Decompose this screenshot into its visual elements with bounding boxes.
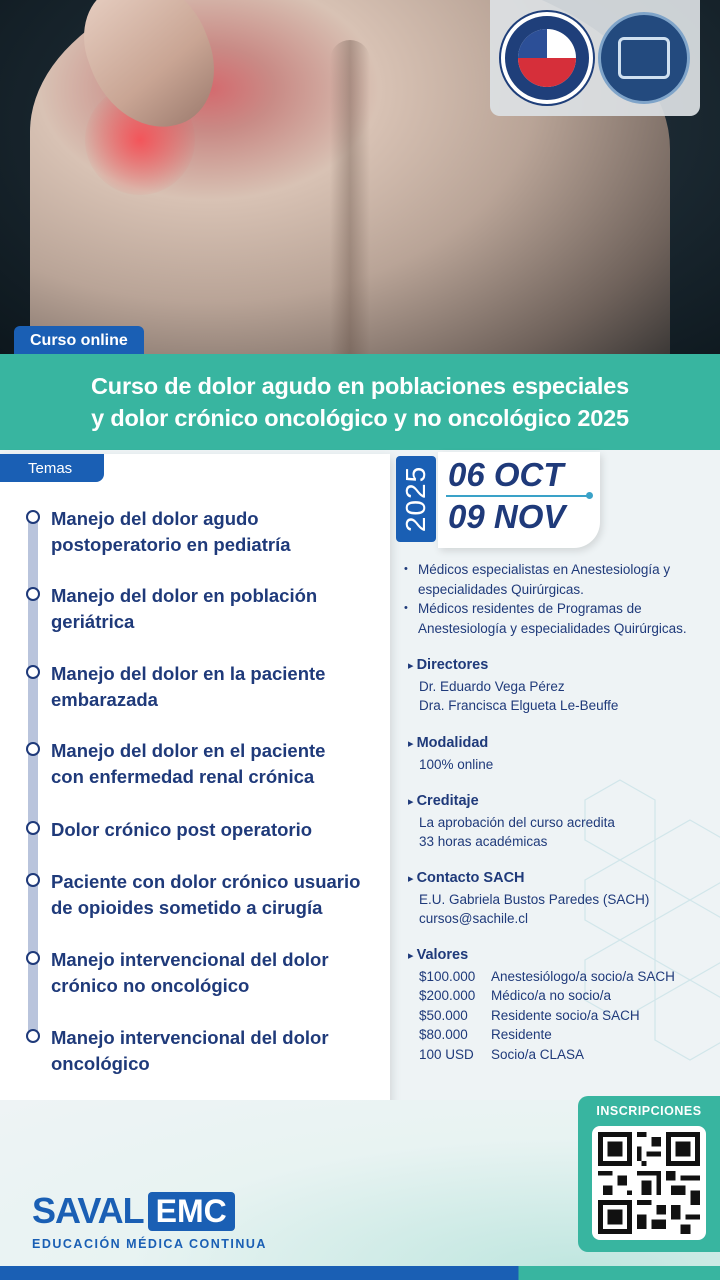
bottom-color-bar: [0, 1266, 720, 1280]
price-row: $50.000 Residente socio/a SACH: [419, 1007, 640, 1023]
audience-item: • Médicos residentes de Programas de Anestesiología y especialidades Quirúrgicas.: [404, 599, 714, 638]
modality-block: ▸ Modalidad 100% online: [408, 734, 714, 774]
price-row: $200.000 Médico/a no socio/a: [419, 988, 612, 1003]
registration-label: INSCRIPCIONES: [596, 1104, 702, 1118]
directors-block: ▸ Directores Dr. Eduardo Vega Pérez Dra. Francisca Elgueta Le-Beuffe: [408, 656, 714, 716]
price-row: 100 USD Socio/a CLASA: [419, 1046, 585, 1062]
topic-item: Dolor crónico post operatorio: [26, 817, 386, 843]
bullet-icon: [26, 742, 40, 756]
date-start: 06 OCT: [448, 456, 564, 493]
contact-email[interactable]: cursos@sachile.cl: [419, 911, 528, 926]
bullet-icon: [26, 587, 40, 601]
bullet-icon: [26, 1029, 40, 1043]
committee-logo: [598, 12, 690, 104]
bullet-icon: [26, 665, 40, 679]
topic-item: Paciente con dolor crónico usuario de opioides sometido a cirugía: [26, 869, 386, 921]
bullet-icon: [26, 873, 40, 887]
credits-block: ▸ Creditaje La aprobación del curso acredita 33 horas académicas: [408, 792, 714, 852]
brand-subtitle: EDUCACIÓN MÉDICA CONTINUA: [32, 1237, 267, 1251]
audience-item: • Médicos especialistas en Anestesiología y especialidades Quirúrgicas.: [404, 560, 714, 599]
partner-logos: [490, 0, 700, 116]
prices-block: ▸ Valores $100.000 Anestesiólogo/a socio/a SACH $200.000 Médico/a no socio/a $50.000 Residente socio/a SACH $80.000 Residente 100 USD Socio/a CLASA: [408, 946, 714, 1064]
price-row: $80.000 Residente: [419, 1027, 552, 1042]
qr-code-icon[interactable]: [592, 1126, 706, 1240]
page-title: Curso de dolor agudo en poblaciones especiales y dolor crónico oncológico y no oncológico 2025: [91, 373, 629, 431]
audience-list: [404, 560, 714, 638]
date-separator: [446, 495, 590, 497]
date-end: 09 NOV: [448, 498, 566, 535]
sach-logo: [501, 12, 593, 104]
bullet-icon: [26, 951, 40, 965]
topic-item: Manejo intervencional del dolor oncológico: [26, 1025, 386, 1077]
price-row: $100.000 Anestesiólogo/a socio/a SACH: [419, 968, 675, 984]
topic-item: Manejo intervencional del dolor crónico no oncológico: [26, 947, 386, 999]
date-year: 2025: [396, 456, 436, 542]
contact-block: ▸ Contacto SACH E.U. Gabriela Bustos Paredes (SACH) cursos@sachile.cl: [408, 869, 714, 929]
topics-label: Temas: [0, 454, 104, 482]
topic-item: Manejo del dolor en la paciente embarazada: [26, 661, 386, 713]
topic-item: Manejo del dolor en población geriátrica: [26, 583, 386, 635]
topic-item: Manejo del dolor agudo postoperatorio en pediatría: [26, 506, 386, 558]
course-type-tag: Curso online: [14, 326, 144, 356]
topic-item: Manejo del dolor en el paciente con enfermedad renal crónica: [26, 738, 386, 790]
bullet-icon: [26, 821, 40, 835]
saval-emc-logo: SAVAL EMC: [32, 1190, 235, 1232]
title-band: [0, 354, 720, 450]
bullet-icon: [26, 510, 40, 524]
